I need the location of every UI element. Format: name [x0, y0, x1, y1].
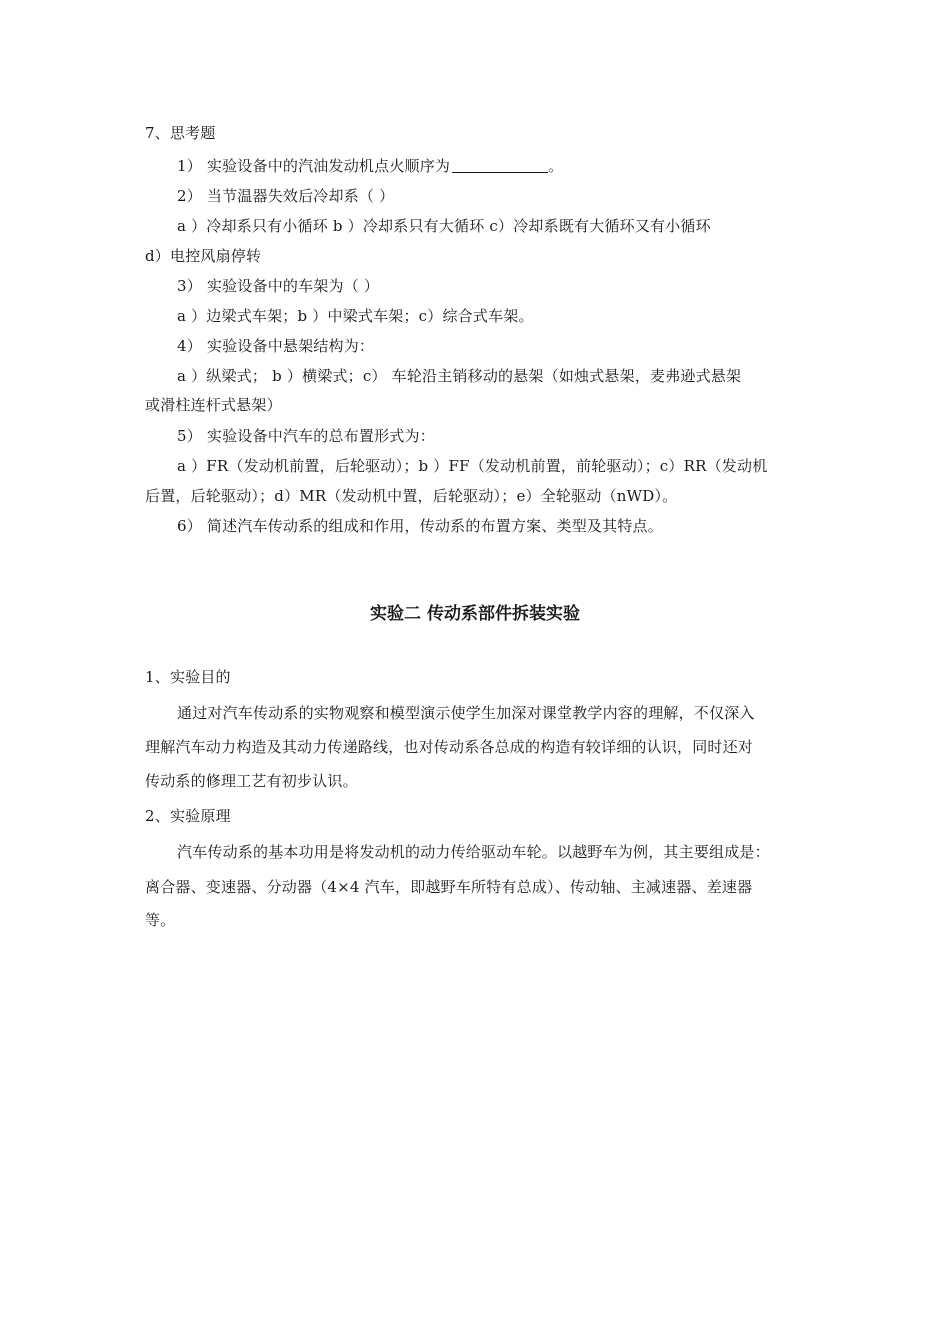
purpose-paragraph-line: 传动系的修理工艺有初步认识。: [145, 772, 358, 790]
purpose-heading: 1、实验目的: [145, 668, 231, 686]
question-4-options-cont: 或滑柱连杆式悬架）: [145, 396, 282, 414]
principle-heading: 2、实验原理: [145, 807, 231, 825]
question-6: 6） 简述汽车传动系的组成和作用，传动系的布置方案、类型及其特点。: [177, 517, 663, 535]
purpose-paragraph-line: 通过对汽车传动系的实物观察和模型演示使学生加深对课堂教学内容的理解，不仅深入: [177, 704, 755, 722]
question-5-options-cont: 后置，后轮驱动）；d）MR（发动机中置，后轮驱动）；e）全轮驱动（nWD）。: [145, 487, 678, 505]
question-2-options-cont: d）电控风扇停转: [145, 247, 262, 265]
question-1: [177, 156, 810, 176]
question-1-suffix: 。: [548, 157, 564, 175]
question-3-options: a ）边梁式车架；b ）中梁式车架；c）综合式车架。: [177, 307, 534, 325]
question-4-options: a ）纵梁式； b ）横梁式；c） 车轮沿主销移动的悬架（如烛式悬架，麦弗逊式悬架: [177, 367, 742, 385]
question-3: 3） 实验设备中的车架为（ ）: [177, 277, 380, 295]
purpose-paragraph-line: 理解汽车动力构造及其动力传递路线，也对传动系各总成的构造有较详细的认识，同时还对: [145, 738, 754, 756]
answer-blank: [452, 157, 548, 173]
question-4: 4） 实验设备中悬架结构为：: [177, 337, 375, 355]
question-2-options: a ）冷却系只有小循环 b ）冷却系只有大循环 c）冷却系既有大循环又有小循环: [177, 217, 711, 235]
principle-paragraph-line: 汽车传动系的基本功用是将发动机的动力传给驱动车轮。以越野车为例，其主要组成是：: [177, 843, 770, 861]
question-1-text: 1） 实验设备中的汽油发动机点火顺序为: [177, 157, 451, 175]
principle-paragraph-line: 离合器、变速器、分动器（4×4 汽车，即越野车所特有总成）、传动轴、主减速器、差速器: [145, 878, 753, 896]
question-5: 5） 实验设备中汽车的总布置形式为：: [177, 427, 435, 445]
question-2: 2） 当节温器失效后冷却系（ ）: [177, 187, 395, 205]
principle-paragraph-line: 等。: [145, 911, 176, 929]
question-5-options: a ）FR（发动机前置，后轮驱动）；b ）FF（发动机前置，前轮驱动）；c）RR（发动机: [177, 457, 768, 475]
section-title: 实验二 传动系部件拆装实验: [370, 604, 580, 624]
questions-heading: 7、思考题: [145, 124, 216, 142]
